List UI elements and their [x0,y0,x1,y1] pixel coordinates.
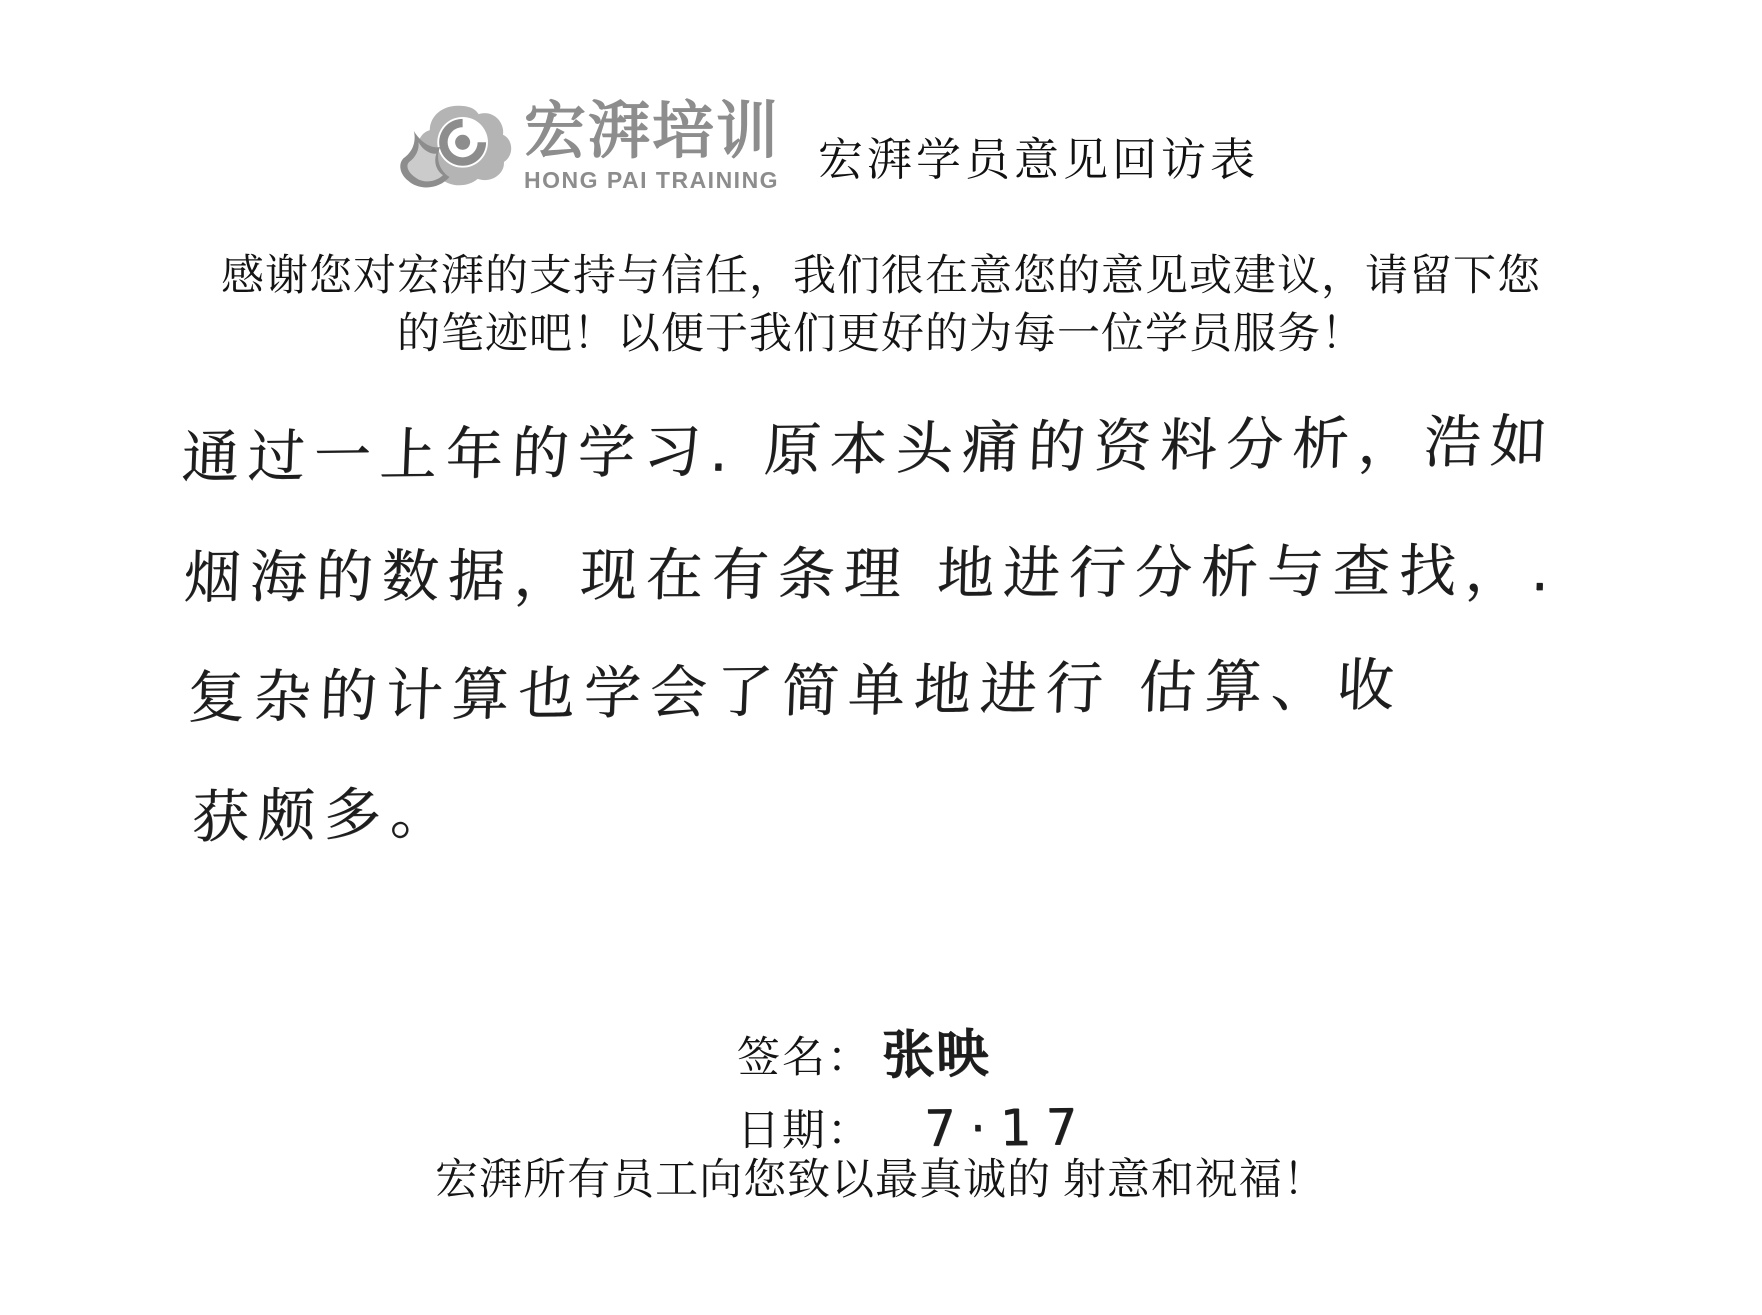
signature-block [737,1012,1091,1168]
closing-line: 宏湃所有员工向您致以最真诚的 射意和祝福！ [435,1157,1327,1204]
signature-row [737,1012,1091,1087]
intro-line-2: 的笔迹吧！以便于我们更好的为每一位学员服务！ [397,310,1365,358]
handwritten-line: 烟海的数据，现在有条理 地进行分析与查找，. [182,537,1560,612]
handwritten-feedback [180,408,1622,892]
handwritten-line: 复杂的计算也学会了简单地进行 估算、收 [186,652,1405,732]
handwritten-line: 通过一上年的学习. 原本头痛的资料分析，浩如 [180,408,1558,492]
logo-text [524,96,781,194]
date-label: 日期： [737,1108,872,1155]
logo-name: 宏湃培训 [524,96,781,166]
intro-line-1: 感谢您对宏湃的支持与信任，我们很在意您的意见或建议，请留下您 [221,253,1541,300]
header-row [396,98,1259,196]
cloud-swirl-icon [396,98,518,196]
intro-paragraph [0,248,1762,363]
date-handwritten-value: 7·17 [923,1098,1092,1158]
signature-label: 签名： [737,1035,872,1082]
signature-handwritten-name: 张映 [881,1024,991,1086]
logo-subtitle: HONG PAI TRAINING [524,166,780,193]
page-title: 宏湃学员意见回访表 [818,134,1260,185]
handwritten-line: 获颇多。 [191,779,457,852]
